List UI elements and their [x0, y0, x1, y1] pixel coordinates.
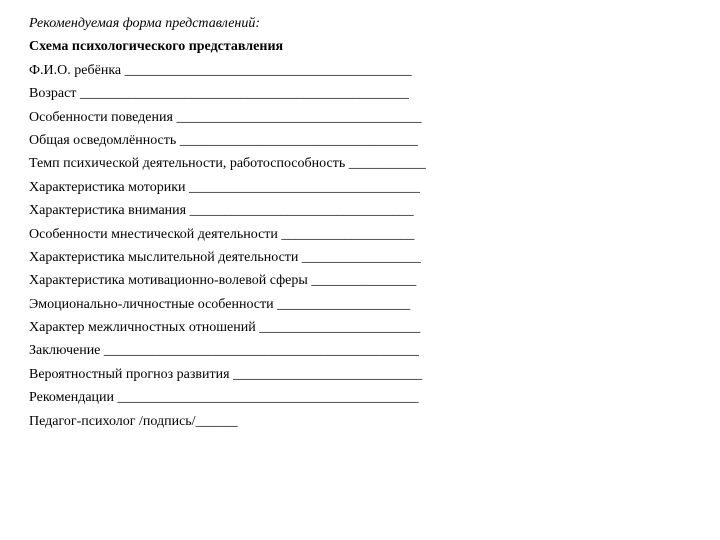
fill-in-blank: ___________________ — [281, 226, 415, 242]
field-label: Педагог-психолог /подпись/ — [29, 413, 196, 429]
intro-text: Рекомендуемая форма представлений: — [29, 16, 261, 31]
field-thinking — [29, 246, 499, 269]
field-label: Характеристика мотивационно-волевой сферы — [29, 273, 308, 289]
field-label: Эмоционально-личностные особенности — [29, 296, 274, 312]
fill-in-blank: _______________ — [311, 273, 417, 289]
field-label: Особенности поведения — [29, 109, 173, 125]
field-mental-pace — [29, 152, 499, 175]
field-prognosis — [29, 363, 499, 386]
field-emotional — [29, 293, 499, 316]
signature-blank: ______ — [195, 413, 238, 429]
fill-in-blank: _________________________________ — [189, 179, 421, 195]
fill-in-blank: _______________________ — [259, 320, 421, 336]
field-behavior — [29, 106, 499, 129]
field-awareness — [29, 129, 499, 152]
field-label: Характеристика внимания — [29, 203, 187, 219]
fill-in-blank: ________________________________ — [189, 203, 414, 219]
fill-in-blank: _________________________________________ — [124, 62, 412, 78]
field-memory — [29, 223, 499, 246]
field-label: Заключение — [29, 343, 101, 359]
field-age — [29, 82, 499, 105]
field-label: Рекомендации — [29, 390, 115, 406]
document-title: Схема психологического представления — [29, 39, 284, 55]
field-motivation — [29, 269, 499, 292]
document-page — [29, 12, 499, 433]
fill-in-blank: ___________________ — [277, 296, 411, 312]
fill-in-blank: __________________________________ — [179, 132, 418, 148]
fill-in-blank: ___________________________________ — [176, 109, 422, 125]
field-label: Ф.И.О. ребёнка — [29, 62, 122, 78]
field-signature — [29, 410, 499, 433]
field-attention — [29, 199, 499, 222]
fill-in-blank: ___________________________ — [233, 366, 423, 382]
field-label: Общая осведомлённость — [29, 132, 177, 148]
field-label: Характеристика моторики — [29, 179, 186, 195]
fill-in-blank: _______________________________________________ — [79, 86, 409, 102]
field-label: Темп психической деятельности, работоспособность — [29, 156, 346, 172]
fill-in-blank: _____________________________________________ — [103, 343, 419, 359]
field-conclusion — [29, 339, 499, 362]
field-recommendations — [29, 386, 499, 409]
fill-in-blank: ___________________________________________ — [117, 390, 419, 406]
field-label: Характеристика мыслительной деятельности — [29, 249, 299, 265]
field-label: Вероятностный прогноз развития — [29, 366, 230, 382]
field-label: Особенности мнестической деятельности — [29, 226, 278, 242]
field-label: Характер межличностных отношений — [29, 320, 256, 336]
field-motor-skills — [29, 176, 499, 199]
field-label: Возраст — [29, 86, 77, 102]
field-interpersonal — [29, 316, 499, 339]
field-child-name — [29, 59, 499, 82]
fill-in-blank: ___________ — [348, 156, 426, 172]
fill-in-blank: _________________ — [301, 249, 421, 265]
